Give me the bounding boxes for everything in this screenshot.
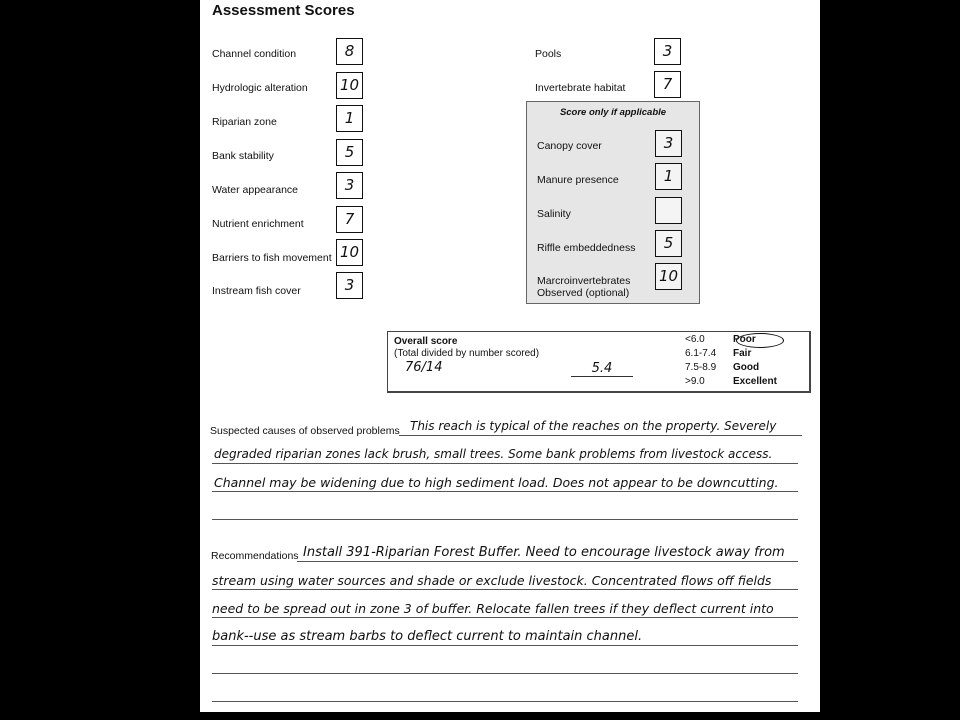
scale-range-poor: <6.0 [685,334,705,345]
overall-score-label: Overall score [394,336,458,347]
suspected-line-2[interactable] [212,463,798,464]
hydrologic-alteration-label: Hydrologic alteration [212,82,308,94]
scale-range-fair: 6.1-7.4 [685,348,717,359]
page-title: Assessment Scores [212,2,355,19]
bank-stability-label: Bank stability [212,150,274,162]
scale-range-good: 7.5-8.9 [685,362,717,373]
riparian-zone-label: Riparian zone [212,116,277,128]
water-appearance-score[interactable]: 3 [336,172,363,199]
nutrient-enrichment-label: Nutrient enrichment [212,218,304,230]
recommendations-text-4: bank--use as stream barbs to deflect current to maintain channel. [212,629,643,644]
scale-rating-good: Good [733,362,760,373]
invertebrate-habitat-score[interactable]: 7 [654,71,681,98]
manure-presence-label: Manure presence [537,174,619,186]
salinity-label: Salinity [537,208,571,220]
canopy-cover-label: Canopy cover [537,140,602,152]
overall-fraction[interactable]: 76/14 [405,360,443,375]
macroinvertebrates-sublabel: Observed (optional) [537,287,630,299]
suspected-text-1: This reach is typical of the reaches on the property. Severely [410,419,777,433]
hydrologic-alteration-score[interactable]: 10 [336,72,363,99]
recommendations-line-3[interactable] [212,617,798,618]
salinity-score[interactable] [655,197,682,224]
suspected-text-3: Channel may be widening due to high sediment load. Does not appear to be downcutting. [214,475,779,490]
scale-range-excellent: >9.0 [685,376,705,387]
overall-result-field[interactable] [571,361,633,377]
recommendations-line-6[interactable] [212,701,798,702]
recommendations-text-3: need to be spread out in zone 3 of buffer. Relocate fallen trees if they deflect current into [212,601,774,616]
barriers-fish-movement-score[interactable]: 10 [336,239,363,266]
recommendations-label: Recommendations [211,550,299,562]
recommendations-line-5[interactable] [212,673,798,674]
suspected-line-1[interactable] [399,435,802,436]
suspected-line-4[interactable] [212,519,798,520]
suspected-line-3[interactable] [212,491,798,492]
pools-score[interactable]: 3 [654,38,681,65]
invertebrate-habitat-label: Invertebrate habitat [535,82,626,94]
scale-rating-fair: Fair [733,348,752,359]
riffle-embeddedness-label: Riffle embeddedness [537,242,636,254]
applicable-panel [526,101,700,304]
instream-fish-cover-label: Instream fish cover [212,285,301,297]
macroinvertebrates-score[interactable]: 10 [655,263,682,290]
scale-rating-poor: Poor [733,334,756,345]
instream-fish-cover-score[interactable]: 3 [336,272,363,299]
recommendations-text-2: stream using water sources and shade or exclude livestock. Concentrated flows off fields [212,573,772,588]
suspected-text-2: degraded riparian zones lack brush, small trees. Some bank problems from livestock access. [214,447,773,461]
nutrient-enrichment-score[interactable]: 7 [336,206,363,233]
channel-condition-score[interactable]: 8 [336,38,363,65]
suspected-causes-label: Suspected causes of observed problems [210,425,400,437]
water-appearance-label: Water appearance [212,184,298,196]
selected-rating-circle [736,333,784,348]
assessment-form [200,0,820,712]
overall-score-box [387,331,811,393]
recommendations-line-2[interactable] [212,589,798,590]
manure-presence-score[interactable]: 1 [655,163,682,190]
applicable-header: Score only if applicable [559,107,667,118]
recommendations-text-1: Install 391-Riparian Forest Buffer. Need to encourage livestock away from [303,545,785,560]
overall-score-sublabel: (Total divided by number scored) [394,348,540,359]
bank-stability-score[interactable]: 5 [336,139,363,166]
barriers-fish-movement-label: Barriers to fish movement [212,252,332,264]
riparian-zone-score[interactable]: 1 [336,105,363,132]
riffle-embeddedness-score[interactable]: 5 [655,230,682,257]
recommendations-line-4[interactable] [212,645,798,646]
scale-rating-excellent: Excellent [733,376,777,387]
pools-label: Pools [535,48,562,60]
canopy-cover-score[interactable]: 3 [655,130,682,157]
recommendations-line-1[interactable] [297,561,798,562]
macroinvertebrates-label: Marcroinvertebrates [537,275,631,287]
overall-result: 5.4 [591,361,613,376]
channel-condition-label: Channel condition [212,48,297,60]
